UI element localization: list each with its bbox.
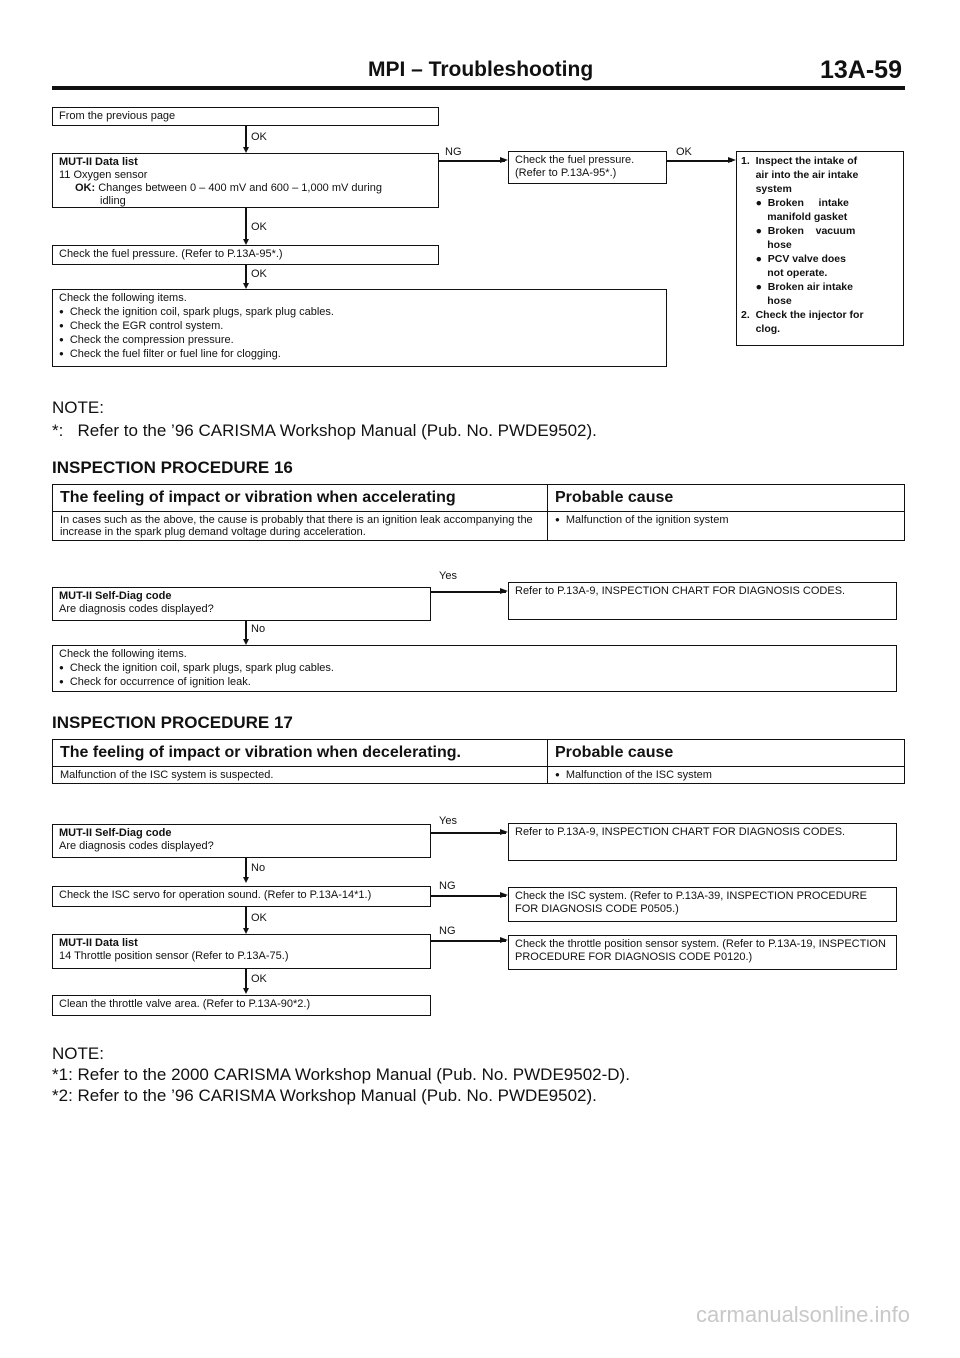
table-head-right: Probable cause (548, 740, 905, 767)
tps-system-box: Check the throttle position sensor system. (Refer to P.13A-19, INSPECTION PROCEDURE FOR DIAGNOSIS CODE P0120.) (508, 935, 897, 970)
diag-title: MUT-II Self-Diag code (59, 827, 172, 839)
fuel-pressure-check-box (508, 151, 667, 184)
connector (245, 208, 247, 241)
ok-label: OK (251, 221, 267, 233)
ok-label: OK (676, 146, 692, 158)
mut-line: 14 Throttle position sensor (Refer to P.13A-75.) (59, 950, 289, 962)
connector (245, 621, 247, 641)
fuel-check-line2: (Refer to P.13A-95*.) (515, 167, 617, 179)
connector (245, 969, 247, 990)
diag-line: Are diagnosis codes displayed? (59, 840, 214, 852)
inspect-item: clog. (741, 323, 781, 335)
isc-system-box: Check the ISC system. (Refer to P.13A-39, INSPECTION PROCEDURE FOR DIAGNOSIS CODE P0505.) (508, 887, 897, 922)
ok-label: OK (251, 131, 267, 143)
no-label: No (251, 623, 266, 635)
arrow-right-icon (500, 937, 508, 943)
cause-table-16 (52, 484, 905, 541)
isc-servo-box: Check the ISC servo for operation sound. (Refer to P.13A-14*1.) (52, 886, 431, 907)
procedure-16-title: INSPECTION PROCEDURE 16 (52, 458, 293, 477)
self-diag-box (52, 824, 431, 858)
connector (245, 126, 247, 149)
mut-ok-label: OK: (75, 182, 96, 194)
mut-ok-text2: idling (100, 195, 126, 207)
page-number: 13A-59 (820, 56, 902, 84)
table-head-left: The feeling of impact or vibration when decelerating. (53, 740, 548, 767)
refer-chart-box: Refer to P.13A-9, INSPECTION CHART FOR DIAGNOSIS CODES. (508, 823, 897, 861)
from-previous-page-box: From the previous page (52, 107, 439, 126)
inspect-item: ● Broken air intake (741, 281, 853, 293)
inspect-item: ● PCV valve does (741, 253, 846, 265)
mut-ok-text: Changes between 0 – 400 mV and 600 – 1,000 mV during (98, 182, 382, 194)
table-cell-left: Malfunction of the ISC system is suspected. (53, 767, 548, 784)
refer-chart-box: Refer to P.13A-9, INSPECTION CHART FOR DIAGNOSIS CODES. (508, 582, 897, 620)
ok-label: OK (251, 973, 267, 985)
connector (431, 940, 506, 942)
table-cell-right (548, 767, 905, 784)
mut-ok-line (59, 182, 432, 195)
cause-table-17 (52, 739, 905, 784)
inspect-item: not operate. (741, 267, 828, 279)
items-title: Check the following items. (59, 292, 187, 304)
list-item: ● Check the compression pressure. (59, 333, 660, 347)
ng-label: NG (439, 925, 456, 937)
header-rule (52, 86, 905, 90)
procedure-17-title: INSPECTION PROCEDURE 17 (52, 713, 293, 732)
arrow-right-icon (500, 829, 508, 835)
inspect-item: air into the air intake (741, 169, 859, 181)
ng-label: NG (445, 146, 462, 158)
list-item: ● Malfunction of the ISC system (555, 769, 897, 781)
inspect-item: manifold gasket (741, 211, 848, 223)
connector (431, 591, 506, 593)
connector (245, 265, 247, 284)
yes-label: Yes (439, 815, 457, 827)
note-line: *2: Refer to the ’96 CARISMA Workshop Manual (Pub. No. PWDE9502). (52, 1086, 597, 1105)
self-diag-box (52, 587, 431, 621)
connector (431, 895, 506, 897)
ok-label: OK (251, 268, 267, 280)
no-label: No (251, 862, 266, 874)
connector (245, 907, 247, 930)
list-item: ● Check the ignition coil, spark plugs, spark plug cables. (59, 305, 660, 319)
connector (439, 160, 505, 162)
inspect-item: hose (741, 239, 792, 251)
note-line: *1: Refer to the 2000 CARISMA Workshop Manual (Pub. No. PWDE9502-D). (52, 1065, 630, 1084)
arrow-down-icon (243, 877, 249, 883)
ng-label: NG (439, 880, 456, 892)
diag-line: Are diagnosis codes displayed? (59, 603, 214, 615)
list-item: ● Check for occurrence of ignition leak. (59, 675, 890, 689)
yes-label: Yes (439, 570, 457, 582)
arrow-right-icon (500, 588, 508, 594)
note-label: NOTE: (52, 398, 104, 417)
mut-data-list-box (52, 153, 439, 208)
check-items-box (52, 645, 897, 692)
table-cell-right (548, 512, 905, 541)
arrow-down-icon (243, 988, 249, 994)
items-title: Check the following items. (59, 648, 187, 660)
diag-title: MUT-II Self-Diag code (59, 590, 172, 602)
inspect-item: system (741, 183, 792, 195)
inspect-intake-box (736, 151, 904, 346)
inspect-item: hose (741, 295, 792, 307)
mut-line: 11 Oxygen sensor (59, 169, 148, 181)
ok-label: OK (251, 912, 267, 924)
clean-throttle-box: Clean the throttle valve area. (Refer to P.13A-90*2.) (52, 995, 431, 1016)
list-item: ● Check the fuel filter or fuel line for clogging. (59, 347, 660, 361)
table-head-right: Probable cause (548, 485, 905, 512)
page-title: MPI – Troubleshooting (368, 58, 594, 81)
list-item: ● Check the EGR control system. (59, 319, 660, 333)
check-items-box (52, 289, 667, 367)
inspect-item: 2. Check the injector for (741, 309, 864, 321)
connector (245, 858, 247, 879)
arrow-right-icon (500, 892, 508, 898)
table-head-left: The feeling of impact or vibration when accelerating (53, 485, 548, 512)
inspect-item: ● Broken intake (741, 197, 849, 209)
fuel-pressure-box: Check the fuel pressure. (Refer to P.13A-95*.) (52, 245, 439, 265)
mut-title: MUT-II Data list (59, 156, 138, 168)
watermark: carmanualsonline.info (695, 1302, 910, 1327)
fuel-check-line1: Check the fuel pressure. (515, 154, 635, 166)
note-line: *: Refer to the ’96 CARISMA Workshop Manual (Pub. No. PWDE9502). (52, 421, 597, 440)
items-list (59, 305, 660, 361)
list-item: ● Check the ignition coil, spark plugs, spark plug cables. (59, 661, 890, 675)
inspect-item: ● Broken vacuum (741, 225, 856, 237)
list-item: ● Malfunction of the ignition system (555, 514, 897, 526)
arrow-right-icon (500, 157, 508, 163)
table-cell-left: In cases such as the above, the cause is probably that there is an ignition leak accompanying the increase in the spark plug demand voltage during acceleration. (53, 512, 548, 541)
mut-data-list-box (52, 934, 431, 969)
connector (667, 160, 732, 162)
mut-title: MUT-II Data list (59, 937, 138, 949)
note-label: NOTE: (52, 1044, 104, 1063)
items-list (59, 661, 890, 689)
inspect-item: 1. Inspect the intake of (741, 155, 858, 167)
connector (431, 832, 506, 834)
arrow-right-icon (728, 157, 736, 163)
